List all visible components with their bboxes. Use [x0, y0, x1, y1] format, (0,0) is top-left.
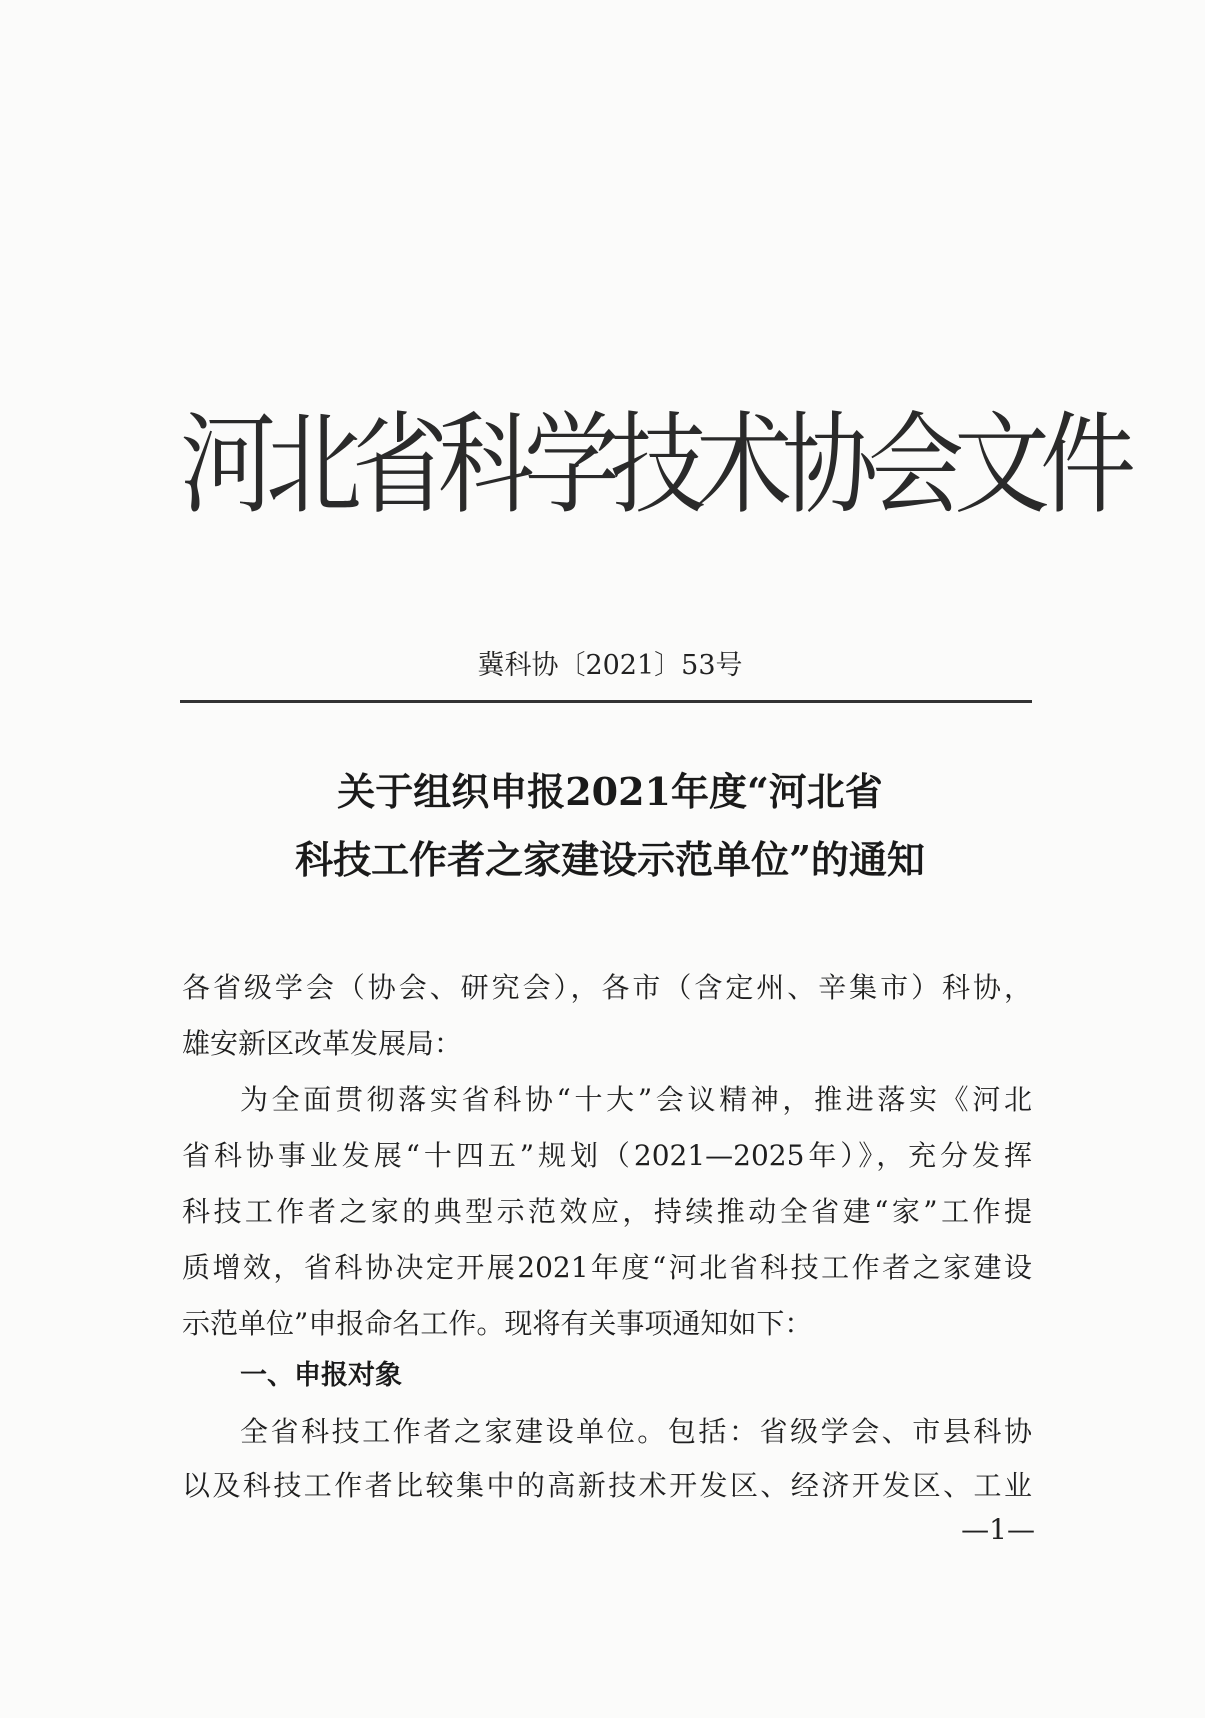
notice-title-line-1: 关于组织申报2021年度“河北省	[337, 769, 883, 814]
section1-line-1: 全省科技工作者之家建设单位。包括：省级学会、市县科协	[240, 1415, 1032, 1448]
intro-line-5: 示范单位”申报命名工作。现将有关事项通知如下：	[182, 1307, 813, 1340]
section-heading-1: 一、申报对象	[240, 1360, 402, 1391]
intro-line-1: 为全面贯彻落实省科协“十大”会议精神，推进落实《河北	[240, 1083, 1032, 1116]
issuer-header: 河北省科学技术协会文件	[180, 400, 1126, 530]
intro-line-4: 质增效，省科协决定开展2021年度“河北省科技工作者之家建设	[182, 1251, 1032, 1284]
page-number: —1—	[961, 1513, 1035, 1546]
header-divider	[180, 700, 1032, 703]
intro-line-2: 省科协事业发展“十四五”规划（2021—2025年）》，充分发挥	[182, 1139, 1032, 1172]
section1-line-2: 以及科技工作者比较集中的高新技术开发区、经济开发区、工业	[182, 1469, 1032, 1502]
recipients-line-2: 雄安新区改革发展局：	[182, 1027, 463, 1060]
recipients-line-1: 各省级学会（协会、研究会），各市（含定州、辛集市）科协，	[182, 971, 1032, 1004]
document-number: 冀科协〔2021〕53号	[477, 650, 743, 681]
notice-title-line-2: 科技工作者之家建设示范单位”的通知	[295, 837, 925, 882]
intro-line-3: 科技工作者之家的典型示范效应，持续推动全省建“家”工作提	[182, 1195, 1032, 1228]
